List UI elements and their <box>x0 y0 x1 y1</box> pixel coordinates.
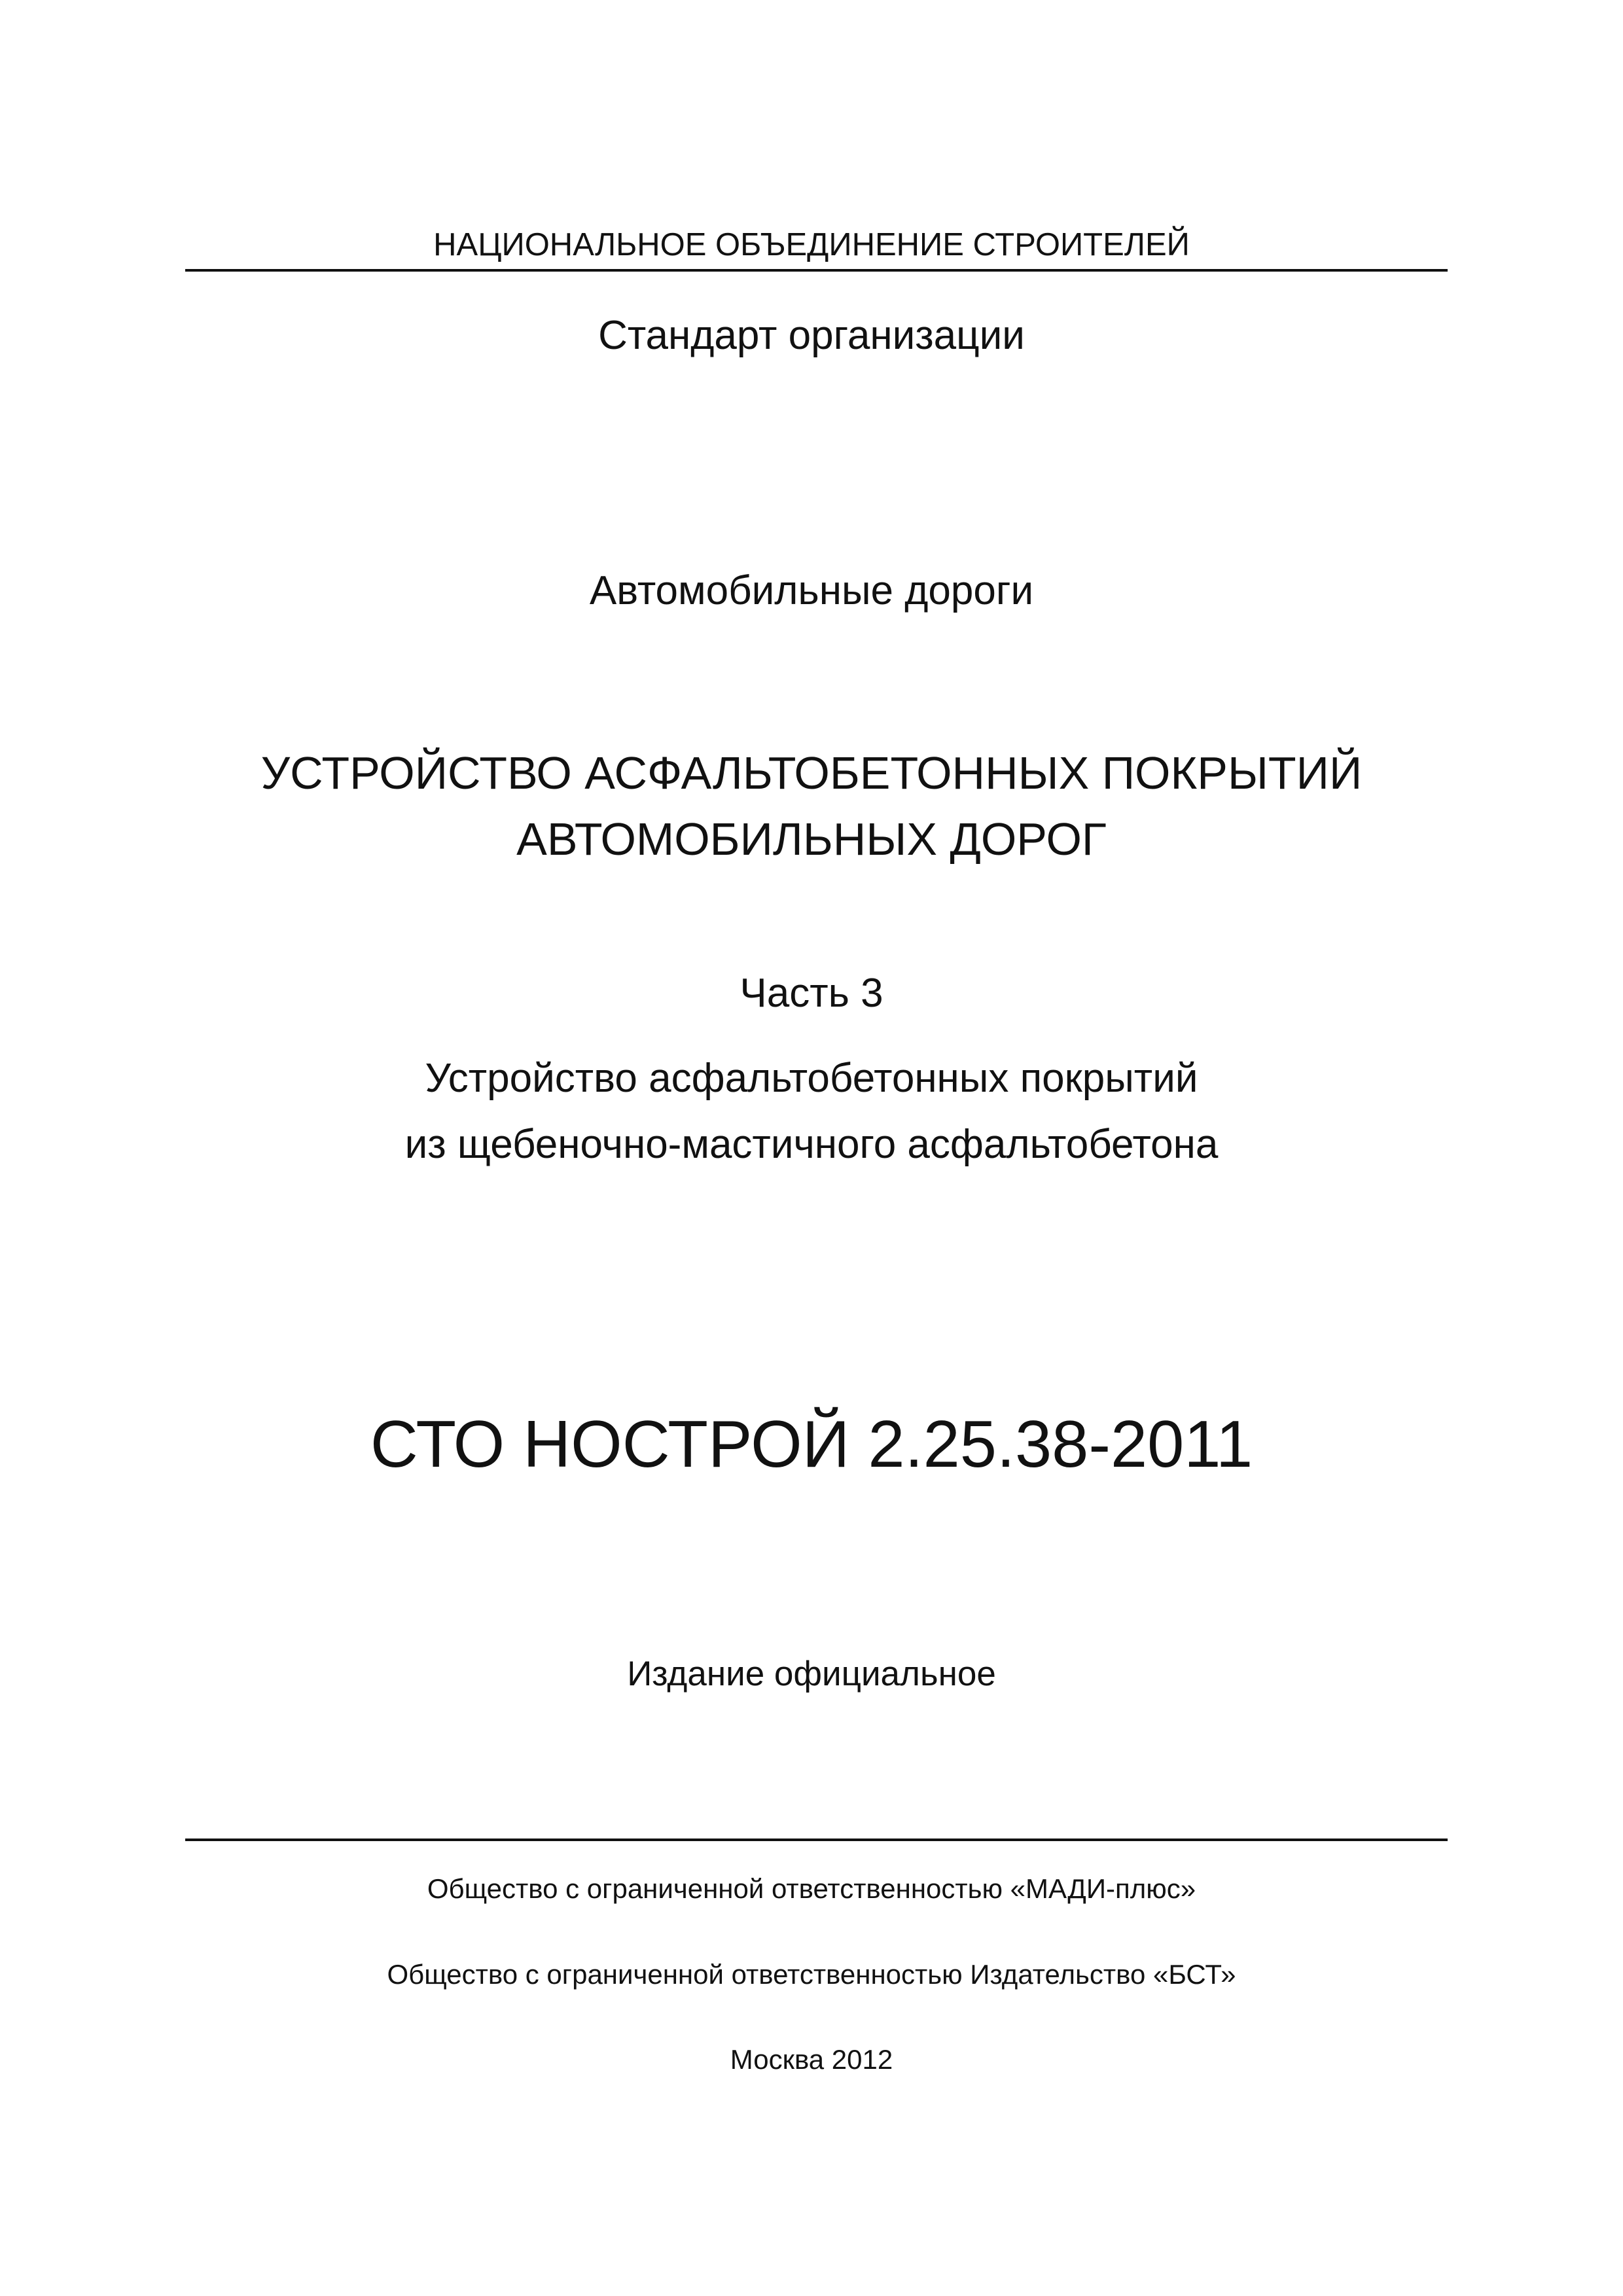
publisher-line: Общество с ограниченной ответственностью Издательство «БСТ» <box>387 1959 1236 1990</box>
document-subtitle-line: Устройство асфальтобетонных покрытий <box>425 1056 1198 1101</box>
document-title-line: АВТОМОБИЛЬНЫХ ДОРОГ <box>516 814 1107 865</box>
publication-city-year: Москва 2012 <box>730 2044 893 2075</box>
organization-header: НАЦИОНАЛЬНОЕ ОБЪЕДИНЕНИЕ СТРОИТЕЛЕЙ <box>433 227 1190 262</box>
document-subtitle-line: из щебеночно-мастичного асфальтобетона <box>404 1122 1219 1167</box>
edition-label: Издание официальное <box>627 1655 996 1693</box>
top-divider <box>185 269 1448 272</box>
document-title-line: УСТРОЙСТВО АСФАЛЬТОБЕТОННЫХ ПОКРЫТИЙ <box>260 747 1363 798</box>
document-category: Автомобильные дороги <box>589 568 1034 613</box>
part-label: Часть 3 <box>740 971 883 1016</box>
bottom-divider <box>185 1839 1448 1841</box>
publisher-line: Общество с ограниченной ответственностью «МАДИ-плюс» <box>427 1873 1196 1904</box>
document-code: СТО НОСТРОЙ 2.25.38-2011 <box>370 1408 1253 1481</box>
standard-type: Стандарт организации <box>598 313 1025 358</box>
